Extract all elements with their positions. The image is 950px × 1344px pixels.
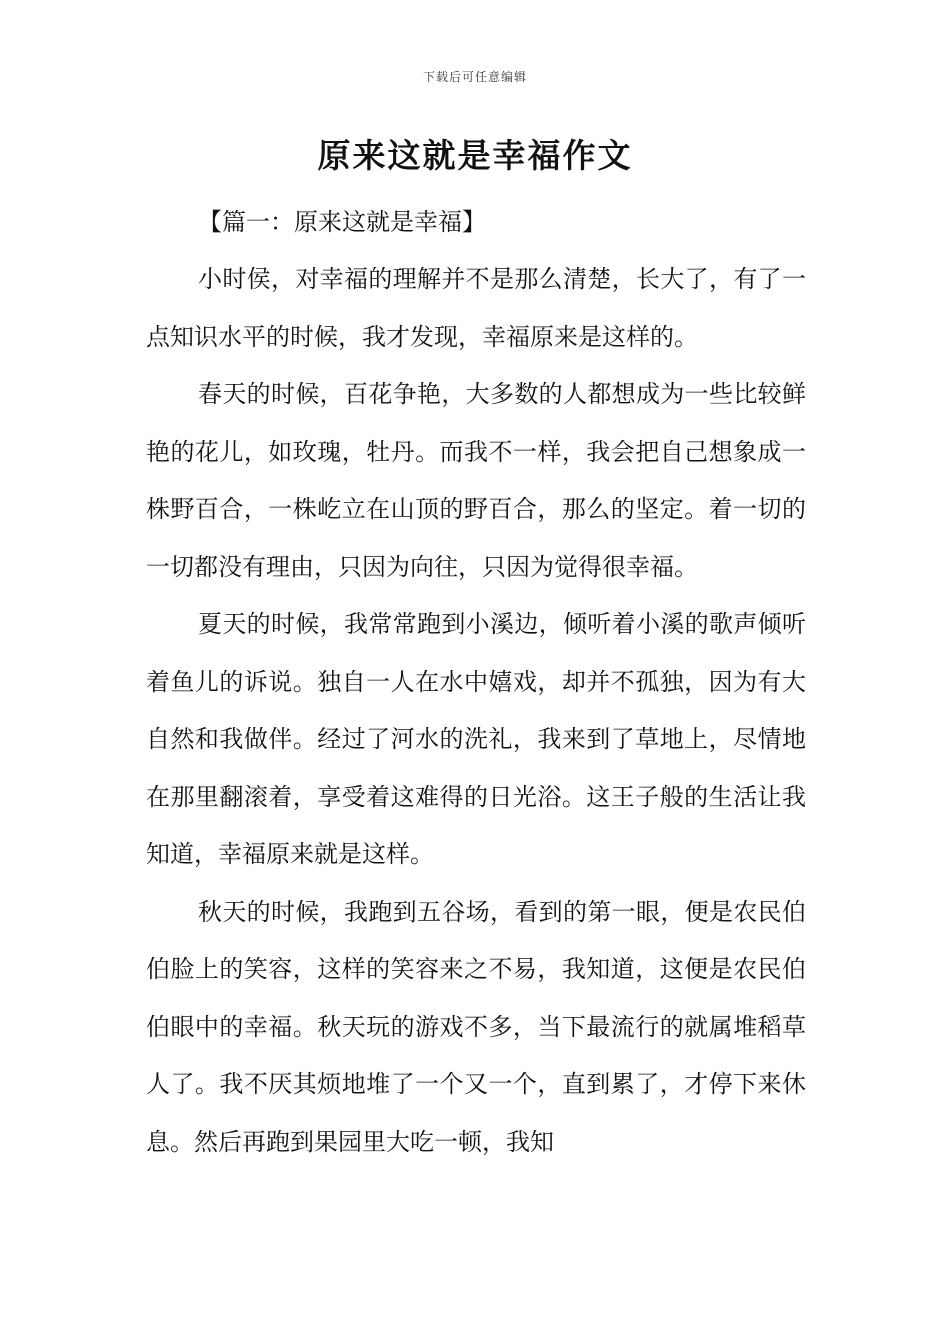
paragraph-4: 秋天的时候，我跑到五谷场，看到的第一眼，便是农民伯伯脸上的笑容，这样的笑容来之不易，我知道，这便是农民伯伯眼中的幸福。秋天玩的游戏不多，当下最流行的就属堆稻草人了。我不厌其烦地堆了一个又一个，直到累了，才停下来休息。然后再跑到果园里大吃一顿，我知 [146, 897, 806, 1156]
paragraph-1: 小时侯，对幸福的理解并不是那么清楚，长大了，有了一点知识水平的时候，我才发现，幸福原来是这样的。 [146, 265, 806, 351]
paragraph-3: 夏天的时候，我常常跑到小溪边，倾听着小溪的歌声倾听着鱼儿的诉说。独自一人在水中嬉戏，却并不孤独，因为有大自然和我做伴。经过了河水的洗礼，我来到了草地上，尽情地在那里翻滚着，享受着这难得的日光浴。这王子般的生活让我知道，幸福原来就是这样。 [146, 610, 806, 868]
section-heading: 【篇一：原来这就是幸福】 [198, 208, 486, 236]
document-title: 原来这就是幸福作文 [317, 136, 633, 175]
document-body [146, 194, 806, 1171]
download-note: 下载后可任意编辑 [422, 70, 527, 84]
paragraph-2: 春天的时候，百花争艳，大多数的人都想成为一些比较鲜艳的花儿，如玫瑰，牡丹。而我不一样，我会把自己想象成一株野百合，一株屹立在山顶的野百合，那么的坚定。着一切的一切都没有理由，只因为向往，只因为觉得很幸福。 [146, 380, 806, 581]
